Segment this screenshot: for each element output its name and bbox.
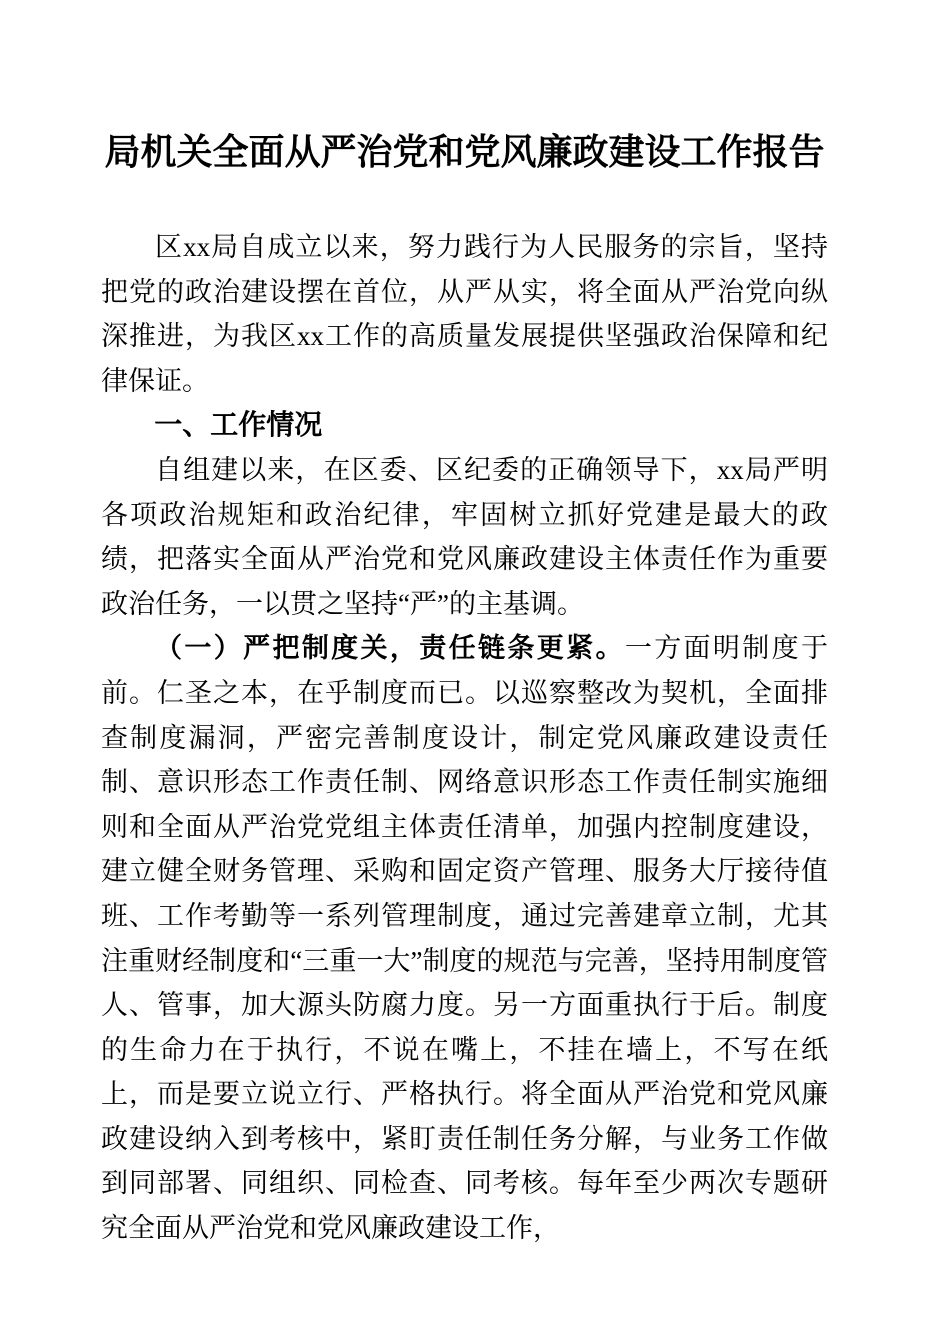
paragraph-intro: 区xx局自成立以来，努力践行为人民服务的宗旨，坚持把党的政治建设摆在首位，从严从实，将全面从严治党向纵深推进，为我区xx工作的高质量发展提供坚强政治保障和纪律保证。 xyxy=(101,232,828,396)
paragraph-overview: 自组建以来，在区委、区纪委的正确领导下，xx局严明各项政治规矩和政治纪律，牢固树立抓好党建是最大的政绩，把落实全面从严治党和党风廉政建设主体责任作为重要政治任务，一以贯之坚持“严”的主基调。 xyxy=(101,454,828,619)
paragraph-item-one-body: 一方面明制度于前。仁圣之本，在乎制度而已。以巡察整改为契机，全面排查制度漏洞，严密完善制度设计，制定党风廉政建设责任制、意识形态工作责任制、网络意识形态工作责任制实施细则和全面从严治党党组主体责任清单，加强内控制度建设，建立健全财务管理、采购和固定资产管理、服务大厅接待值班、工作考勤等一系列管理制度，通过完善建章立制，尤其注重财经制度和“三重一大”制度的规范与完善，坚持用制度管人、管事，加大源头防腐力度。另一方面重执行于后。制度的生命力在于执行，不说在嘴上，不挂在墙上，不写在纸上，而是要立说立行、严格执行。将全面从严治党和党风廉政建设纳入到考核中，紧盯责任制任务分解，与业务工作做到同部署、同组织、同检查、同考核。每年至少两次专题研究全面从严治党和党风廉政建设工作， xyxy=(101,633,829,1244)
page-title: 局机关全面从严治党和党风廉政建设工作报告 xyxy=(104,132,825,172)
document-content xyxy=(101,128,828,1251)
section-heading-work-situation: 一、工作情况 xyxy=(154,409,323,441)
paragraph-item-one xyxy=(101,626,828,1250)
paragraph-item-one-bold-lead: （一）严把制度关，责任链条更紧。 xyxy=(155,633,625,664)
